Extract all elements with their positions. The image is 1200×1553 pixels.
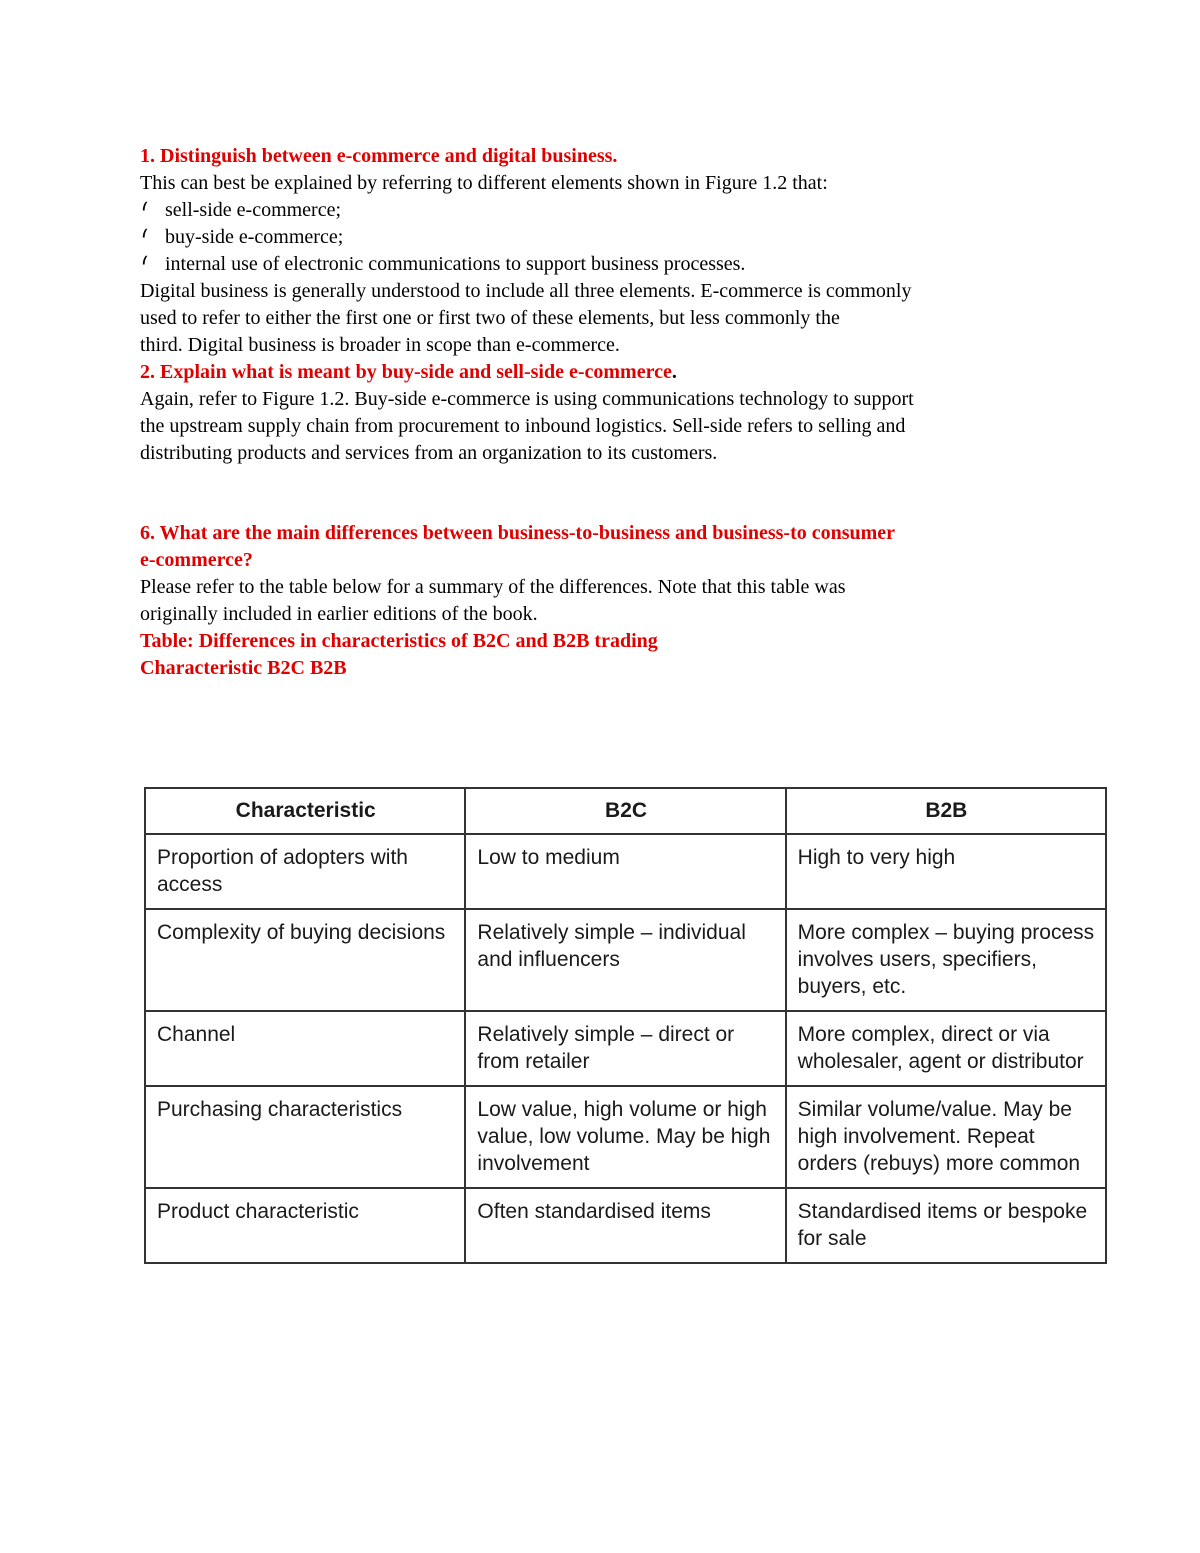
comparison-table bbox=[144, 787, 1107, 1264]
table-cell: Relatively simple – individual and influencers bbox=[465, 909, 785, 1011]
table-row bbox=[145, 834, 1106, 909]
table-cell: Similar volume/value. May be high involvement. Repeat orders (rebuys) more common bbox=[786, 1086, 1106, 1188]
question-6-heading: 6. What are the main differences between business-to-business and business-to consumer bbox=[140, 522, 896, 544]
question-1-answer-line: used to refer to either the first one or first two of these elements, but less commonly the bbox=[140, 307, 840, 329]
question-1-answer-line: Digital business is generally understood to include all three elements. E-commerce is commonly bbox=[140, 280, 912, 302]
question-6-answer-line: originally included in earlier editions of the book. bbox=[140, 603, 538, 625]
table-cell: Low value, high volume or high value, low volume. May be high involvement bbox=[465, 1086, 785, 1188]
table-row bbox=[145, 1011, 1106, 1086]
table-row bbox=[145, 1188, 1106, 1263]
table-cell: Low to medium bbox=[465, 834, 785, 909]
bullet-icon: ⹙ bbox=[142, 253, 148, 275]
table-cell: Purchasing characteristics bbox=[145, 1086, 465, 1188]
bullet-icon: ⹙ bbox=[142, 226, 148, 248]
question-1-intro: This can best be explained by referring to different elements shown in Figure 1.2 that: bbox=[140, 172, 828, 194]
table-caption: Table: Differences in characteristics of B2C and B2B trading bbox=[140, 630, 658, 652]
table-row bbox=[145, 909, 1106, 1011]
column-header: Characteristic bbox=[145, 788, 465, 834]
table-cell: Often standardised items bbox=[465, 1188, 785, 1263]
table-cell: Complexity of buying decisions bbox=[145, 909, 465, 1011]
spacer bbox=[140, 467, 1100, 520]
column-header: B2B bbox=[786, 788, 1106, 834]
document-text bbox=[140, 143, 1100, 682]
table-header-row bbox=[145, 788, 1106, 834]
list-item: ⹙ sell-side e-commerce; bbox=[140, 197, 1100, 224]
question-2-answer-line: the upstream supply chain from procurement to inbound logistics. Sell-side refers to selling and bbox=[140, 415, 906, 437]
question-1-answer-line: third. Digital business is broader in scope than e-commerce. bbox=[140, 334, 620, 356]
list-item: ⹙ buy-side e-commerce; bbox=[140, 224, 1100, 251]
table-cell: More complex – buying process involves users, specifiers, buyers, etc. bbox=[786, 909, 1106, 1011]
list-item: ⹙ internal use of electronic communications to support business processes. bbox=[140, 251, 1100, 278]
table-cell: Channel bbox=[145, 1011, 465, 1086]
table-header-line: Characteristic B2C B2B bbox=[140, 657, 347, 679]
question-6-answer-line: Please refer to the table below for a summary of the differences. Note that this table was bbox=[140, 576, 846, 598]
table-cell: Proportion of adopters with access bbox=[145, 834, 465, 909]
table-row bbox=[145, 1086, 1106, 1188]
table-cell: Standardised items or bespoke for sale bbox=[786, 1188, 1106, 1263]
column-header: B2C bbox=[465, 788, 785, 834]
table-cell: Product characteristic bbox=[145, 1188, 465, 1263]
question-6-heading: e-commerce? bbox=[140, 549, 253, 571]
table-cell: High to very high bbox=[786, 834, 1106, 909]
bullet-icon: ⹙ bbox=[142, 199, 148, 221]
question-1-heading: 1. Distinguish between e-commerce and digital business. bbox=[140, 145, 618, 167]
question-2-answer-line: distributing products and services from an organization to its customers. bbox=[140, 442, 718, 464]
table-cell: Relatively simple – direct or from retailer bbox=[465, 1011, 785, 1086]
question-2-heading: 2. Explain what is meant by buy-side and sell-side e-commerce. bbox=[140, 361, 677, 383]
table-cell: More complex, direct or via wholesaler, agent or distributor bbox=[786, 1011, 1106, 1086]
question-2-answer-line: Again, refer to Figure 1.2. Buy-side e-commerce is using communications technology to support bbox=[140, 388, 914, 410]
